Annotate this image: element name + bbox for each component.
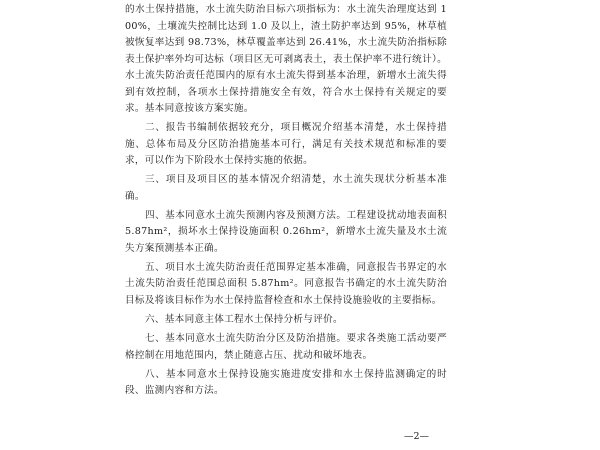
paragraph-1: 的水土保持措施，水土流失防治目标六项指标为：水土流失治理度达到 100%，土壤流失控制比达到 1.0 及以上，渣土防护率达到 95%，林草植被恢复率达到 98.73%，林草覆盖率达到 26.41%，水土流失防治指标除表土保护率外均可达标（项目区无可剥离表土，表土保护率不进行统计）。水土流失防治责任范围内的原有水土流失得到基本治理，新增水土流失得到有效控制，各项水土保持措施安全有效，符合水土保持有关规定的要求。基本同意按该方案实施。 bbox=[125, 4, 447, 114]
paragraph-5: 五、项目水土流失防治责任范围界定基本准确，同意报告书界定的水土流失防治责任范围总面积 5.87hm²。同意报告书确定的水土流失防治目标及将该目标作为水土保持监督检查和水土保持设施验收的主要指标。 bbox=[125, 261, 447, 306]
paragraph-7: 七、基本同意水土流失防治分区及防治措施。要求各类施工活动要严格控制在用地范围内，禁止随意占压、扰动和破坏地表。 bbox=[125, 333, 447, 361]
paragraph-2: 二、报告书编制依据较充分，项目概况介绍基本清楚，水土保持措施、总体布局及分区防治措施基本可行，满足有关技术规范和标准的要求，可以作为下阶段水土保持实施的依据。 bbox=[125, 122, 447, 167]
paragraph-8: 八、基本同意水土保持设施实施进度安排和水土保持监测确定的时段、监测内容和方法。 bbox=[125, 368, 447, 397]
paragraph-4: 四、基本同意水土流失预测内容及预测方法。工程建设扰动地表面积 5.87hm²，损坏水土保持设施面积 0.26hm²，新增水土流失量及水土流失方案预测基本正确。 bbox=[125, 209, 447, 254]
document-body bbox=[125, 2, 447, 402]
paragraph-6: 六、基本同意主体工程水土保持分析与评价。 bbox=[145, 313, 343, 325]
paragraph-3: 三、项目及项目区的基本情况介绍清楚，水土流失现状分析基本准确。 bbox=[125, 174, 447, 202]
page-number: —2— bbox=[404, 431, 430, 442]
